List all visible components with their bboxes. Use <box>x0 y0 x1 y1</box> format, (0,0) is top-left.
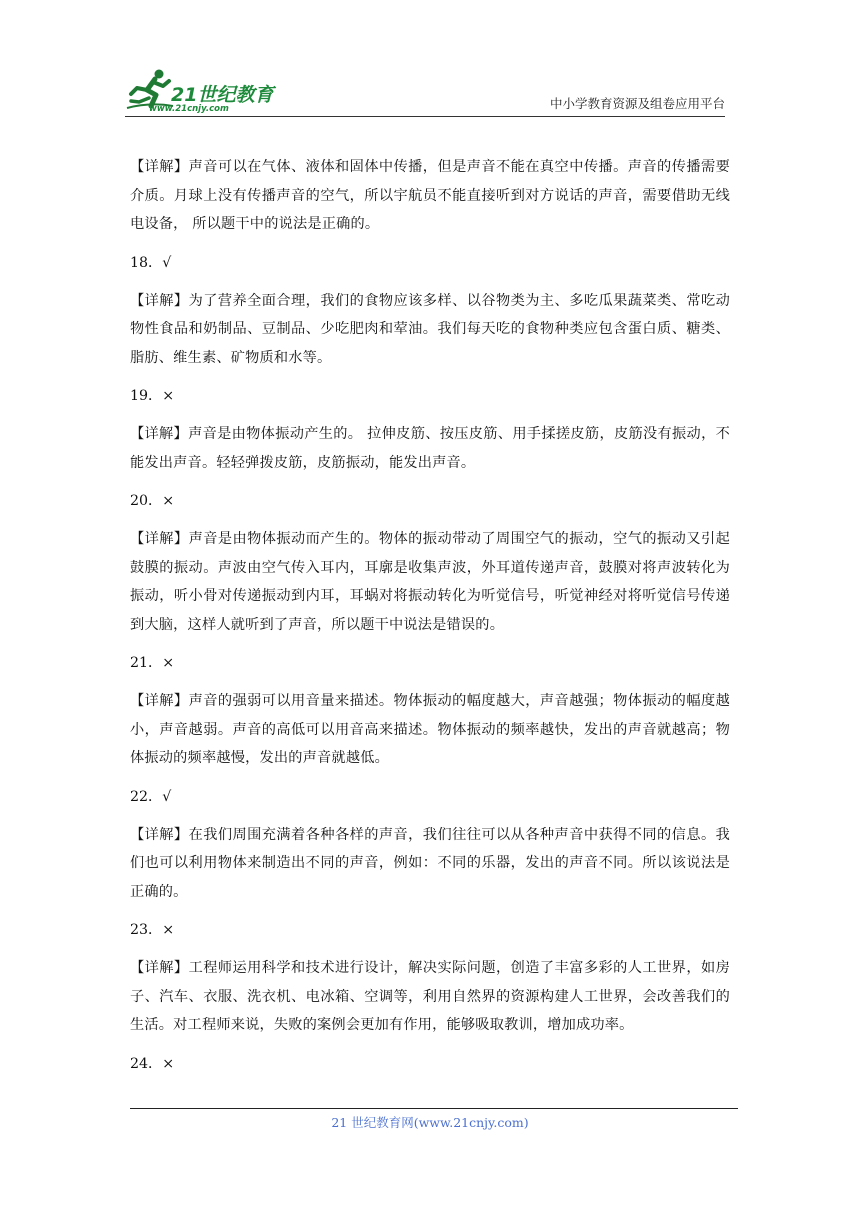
explanation-text: 在我们周围充满着各种各样的声音，我们往往可以从各种声音中获得不同的信息。我们也可以利用物体来制造出不同的声音，例如：不同的乐器，发出的声音不同。所以该说法是正确的。 <box>130 826 730 900</box>
detail-tag: 【详解】 <box>130 826 189 843</box>
answer-number-18: 18．√ <box>130 254 172 271</box>
page-footer: 21 世纪教育网(www.21cnjy.com) <box>331 1115 529 1130</box>
answer-number-19: 19．× <box>130 388 175 404</box>
detail-tag: 【详解】 <box>130 531 189 547</box>
explanation-17 <box>130 153 730 239</box>
header-divider <box>125 116 725 117</box>
detail-tag: 【详解】 <box>130 693 189 709</box>
page-header <box>125 60 725 120</box>
detail-tag: 【详解】 <box>130 960 189 976</box>
logo-url: www.21cnjy.com <box>149 104 229 114</box>
answer-number-21: 21．× <box>130 655 175 671</box>
logo-title: 21世纪教育 <box>171 84 274 106</box>
platform-name: 中小学教育资源及组卷应用平台 <box>549 96 725 111</box>
answer-content <box>130 153 730 1088</box>
detail-tag: 【详解】 <box>130 292 189 309</box>
explanation-text: 为了营养全面合理，我们的食物应该多样、以谷物类为主、多吃瓜果蔬菜类、常吃动物性食品和奶制品、豆制品、少吃肥肉和荤油。我们每天吃的食物种类应包含蛋白质、糖类、脂肪、维生素、矿物质和水等。 <box>130 292 730 366</box>
answer-number-24: 24．× <box>130 1055 175 1072</box>
explanation-18 <box>130 287 730 373</box>
answer-number-20: 20．× <box>130 493 175 509</box>
explanation-20 <box>130 525 730 639</box>
explanation-text: 声音的强弱可以用音量来描述。物体振动的幅度越大，声音越强；物体振动的幅度越小，声音越弱。声音的高低可以用音高来描述。物体振动的频率越快，发出的声音就越高；物体振动的频率越慢，发出的声音就越低。 <box>130 693 730 766</box>
explanation-text: 工程师运用科学和技术进行设计，解决实际问题，创造了丰富多彩的人工世界，如房子、汽车、衣服、洗衣机、电冰箱、空调等，利用自然界的资源构建人工世界，会改善我们的生活。对工程师来说，失败的案例会更加有作用，能够吸取教训，增加成功率。 <box>130 960 730 1033</box>
explanation-21 <box>130 687 730 773</box>
explanation-22 <box>130 821 730 907</box>
answer-number-22: 22．√ <box>130 788 172 805</box>
site-logo <box>125 68 295 114</box>
answer-number-23: 23．× <box>130 922 175 938</box>
detail-tag: 【详解】 <box>130 426 189 442</box>
explanation-23 <box>130 954 730 1040</box>
explanation-text: 声音是由物体振动产生的。 拉伸皮筋、按压皮筋、用手揉搓皮筋，皮筋没有振动，不能发出声音。轻轻弹拨皮筋，皮筋振动，能发出声音。 <box>130 426 730 471</box>
explanation-19 <box>130 420 730 477</box>
detail-tag: 【详解】 <box>130 159 189 175</box>
explanation-text: 声音是由物体振动而产生的。物体的振动带动了周围空气的振动，空气的振动又引起鼓膜的振动。声波由空气传入耳内，耳廓是收集声波，外耳道传递声音，鼓膜对将声波转化为振动，听小骨对传递振动到内耳，耳蜗对将振动转化为听觉信号，听觉神经对将听觉信号传递到大脑，这样人就听到了声音，所以题干中说法是错误的。 <box>130 531 730 633</box>
footer-divider <box>130 1108 738 1109</box>
explanation-text: 声音可以在气体、液体和固体中传播，但是声音不能在真空中传播。声音的传播需要介质。月球上没有传播声音的空气，所以宇航员不能直接听到对方说话的声音，需要借助无线电设备， 所以题干中的说法是正确的。 <box>130 159 730 232</box>
